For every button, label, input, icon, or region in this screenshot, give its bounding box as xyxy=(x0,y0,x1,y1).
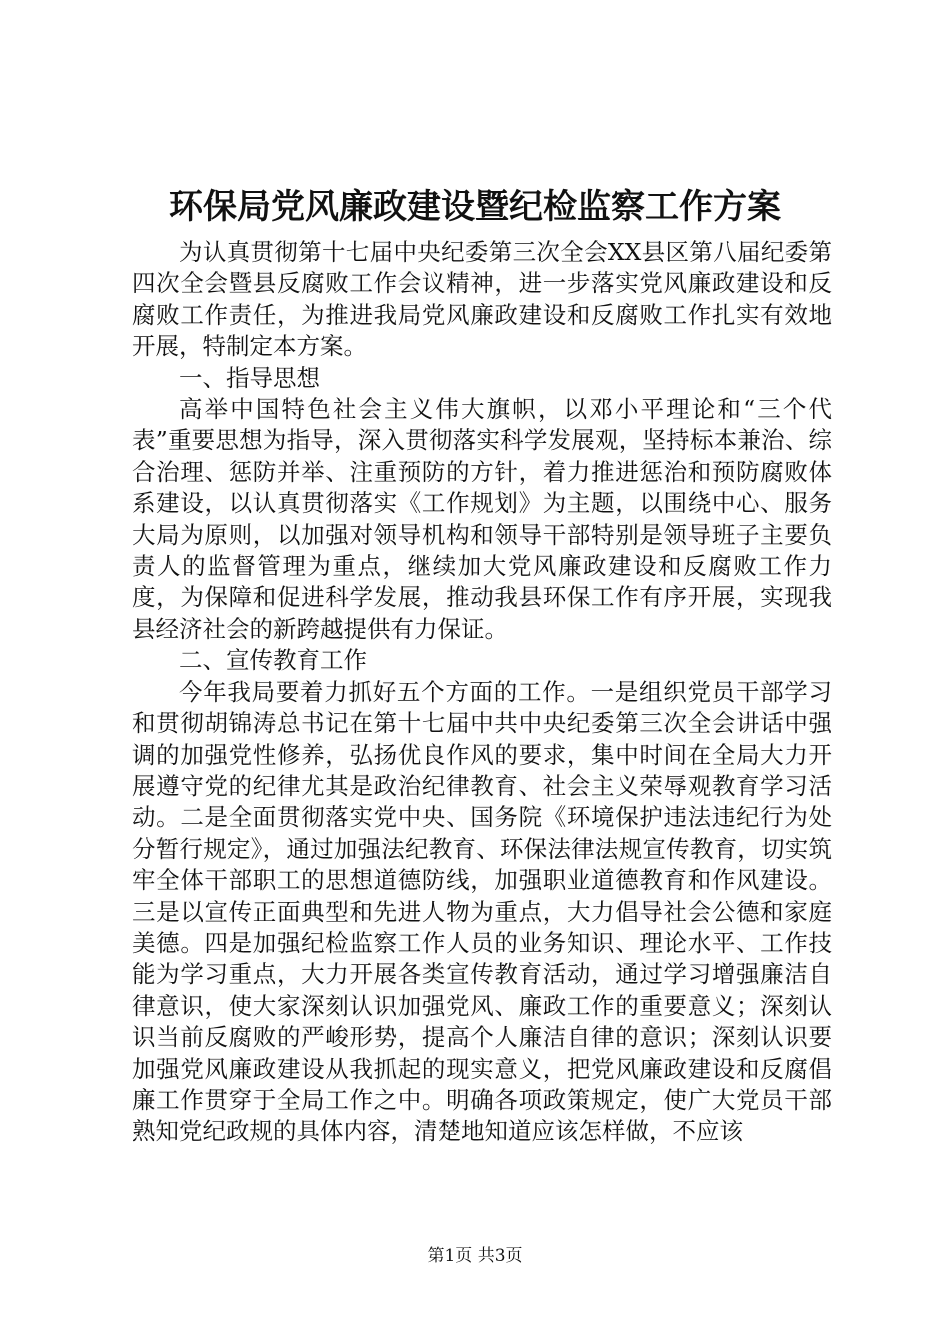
section-heading-publicity-education: 二、宣传教育工作 xyxy=(179,646,367,675)
intro-paragraph: 为认真贯彻第十七届中央纪委第三次全会XX县区第八届纪委第四次全会暨县反腐败工作会议精神，进一步落实党风廉政建设和反腐败工作责任，为推进我局党风廉政建设和反腐败工作扎实有效地开展，特制定本方案。 xyxy=(132,238,832,361)
section-paragraph-publicity-education: 今年我局要着力抓好五个方面的工作。一是组织党员干部学习和贯彻胡锦涛总书记在第十七届中共中央纪委第三次全会讲话中强调的加强党性修养，弘扬优良作风的要求，集中时间在全局大力开展遵守党的纪律尤其是政治纪律教育、社会主义荣辱观教育学习活动。二是全面贯彻落实党中央、国务院《环境保护违法违纪行为处分暂行规定》，通过加强法纪教育、环保法律法规宣传教育，切实筑牢全体干部职工的思想道德防线，加强职业道德教育和作风建设。三是以宣传正面典型和先进人物为重点，大力倡导社会公德和家庭美德。四是加强纪检监察工作人员的业务知识、理论水平、工作技能为学习重点，大力开展各类宣传教育活动，通过学习增强廉洁自律意识，使大家深刻认识加强党风、廉政工作的重要意义；深刻认识当前反腐败的严峻形势，提高个人廉洁自律的意识；深刻认识要加强党风廉政建设从我抓起的现实意义，把党风廉政建设和反腐倡廉工作贯穿于全局工作之中。明确各项政策规定，使广大党员干部熟知党纪政规的具体内容，清楚地知道应该怎样做，不应该 xyxy=(132,677,832,1146)
page-number-footer: 第1页 共3页 xyxy=(427,1246,523,1266)
document-title: 环保局党风廉政建设暨纪检监察工作方案 xyxy=(169,187,781,227)
section-paragraph-guiding-ideology: 高举中国特色社会主义伟大旗帜，以邓小平理论和“三个代表”重要思想为指导，深入贯彻落实科学发展观，坚持标本兼治、综合治理、惩防并举、注重预防的方针，着力推进惩治和预防腐败体系建设，以认真贯彻落实《工作规划》为主题，以围绕中心、服务大局为原则，以加强对领导机构和领导干部特别是领导班子主要负责人的监督管理为重点，继续加大党风廉政建设和反腐败工作力度，为保障和促进科学发展，推动我县环保工作有序开展，实现我县经济社会的新跨越提供有力保证。 xyxy=(132,395,832,643)
section-heading-guiding-ideology: 一、指导思想 xyxy=(179,363,320,392)
document-body xyxy=(132,237,832,1148)
